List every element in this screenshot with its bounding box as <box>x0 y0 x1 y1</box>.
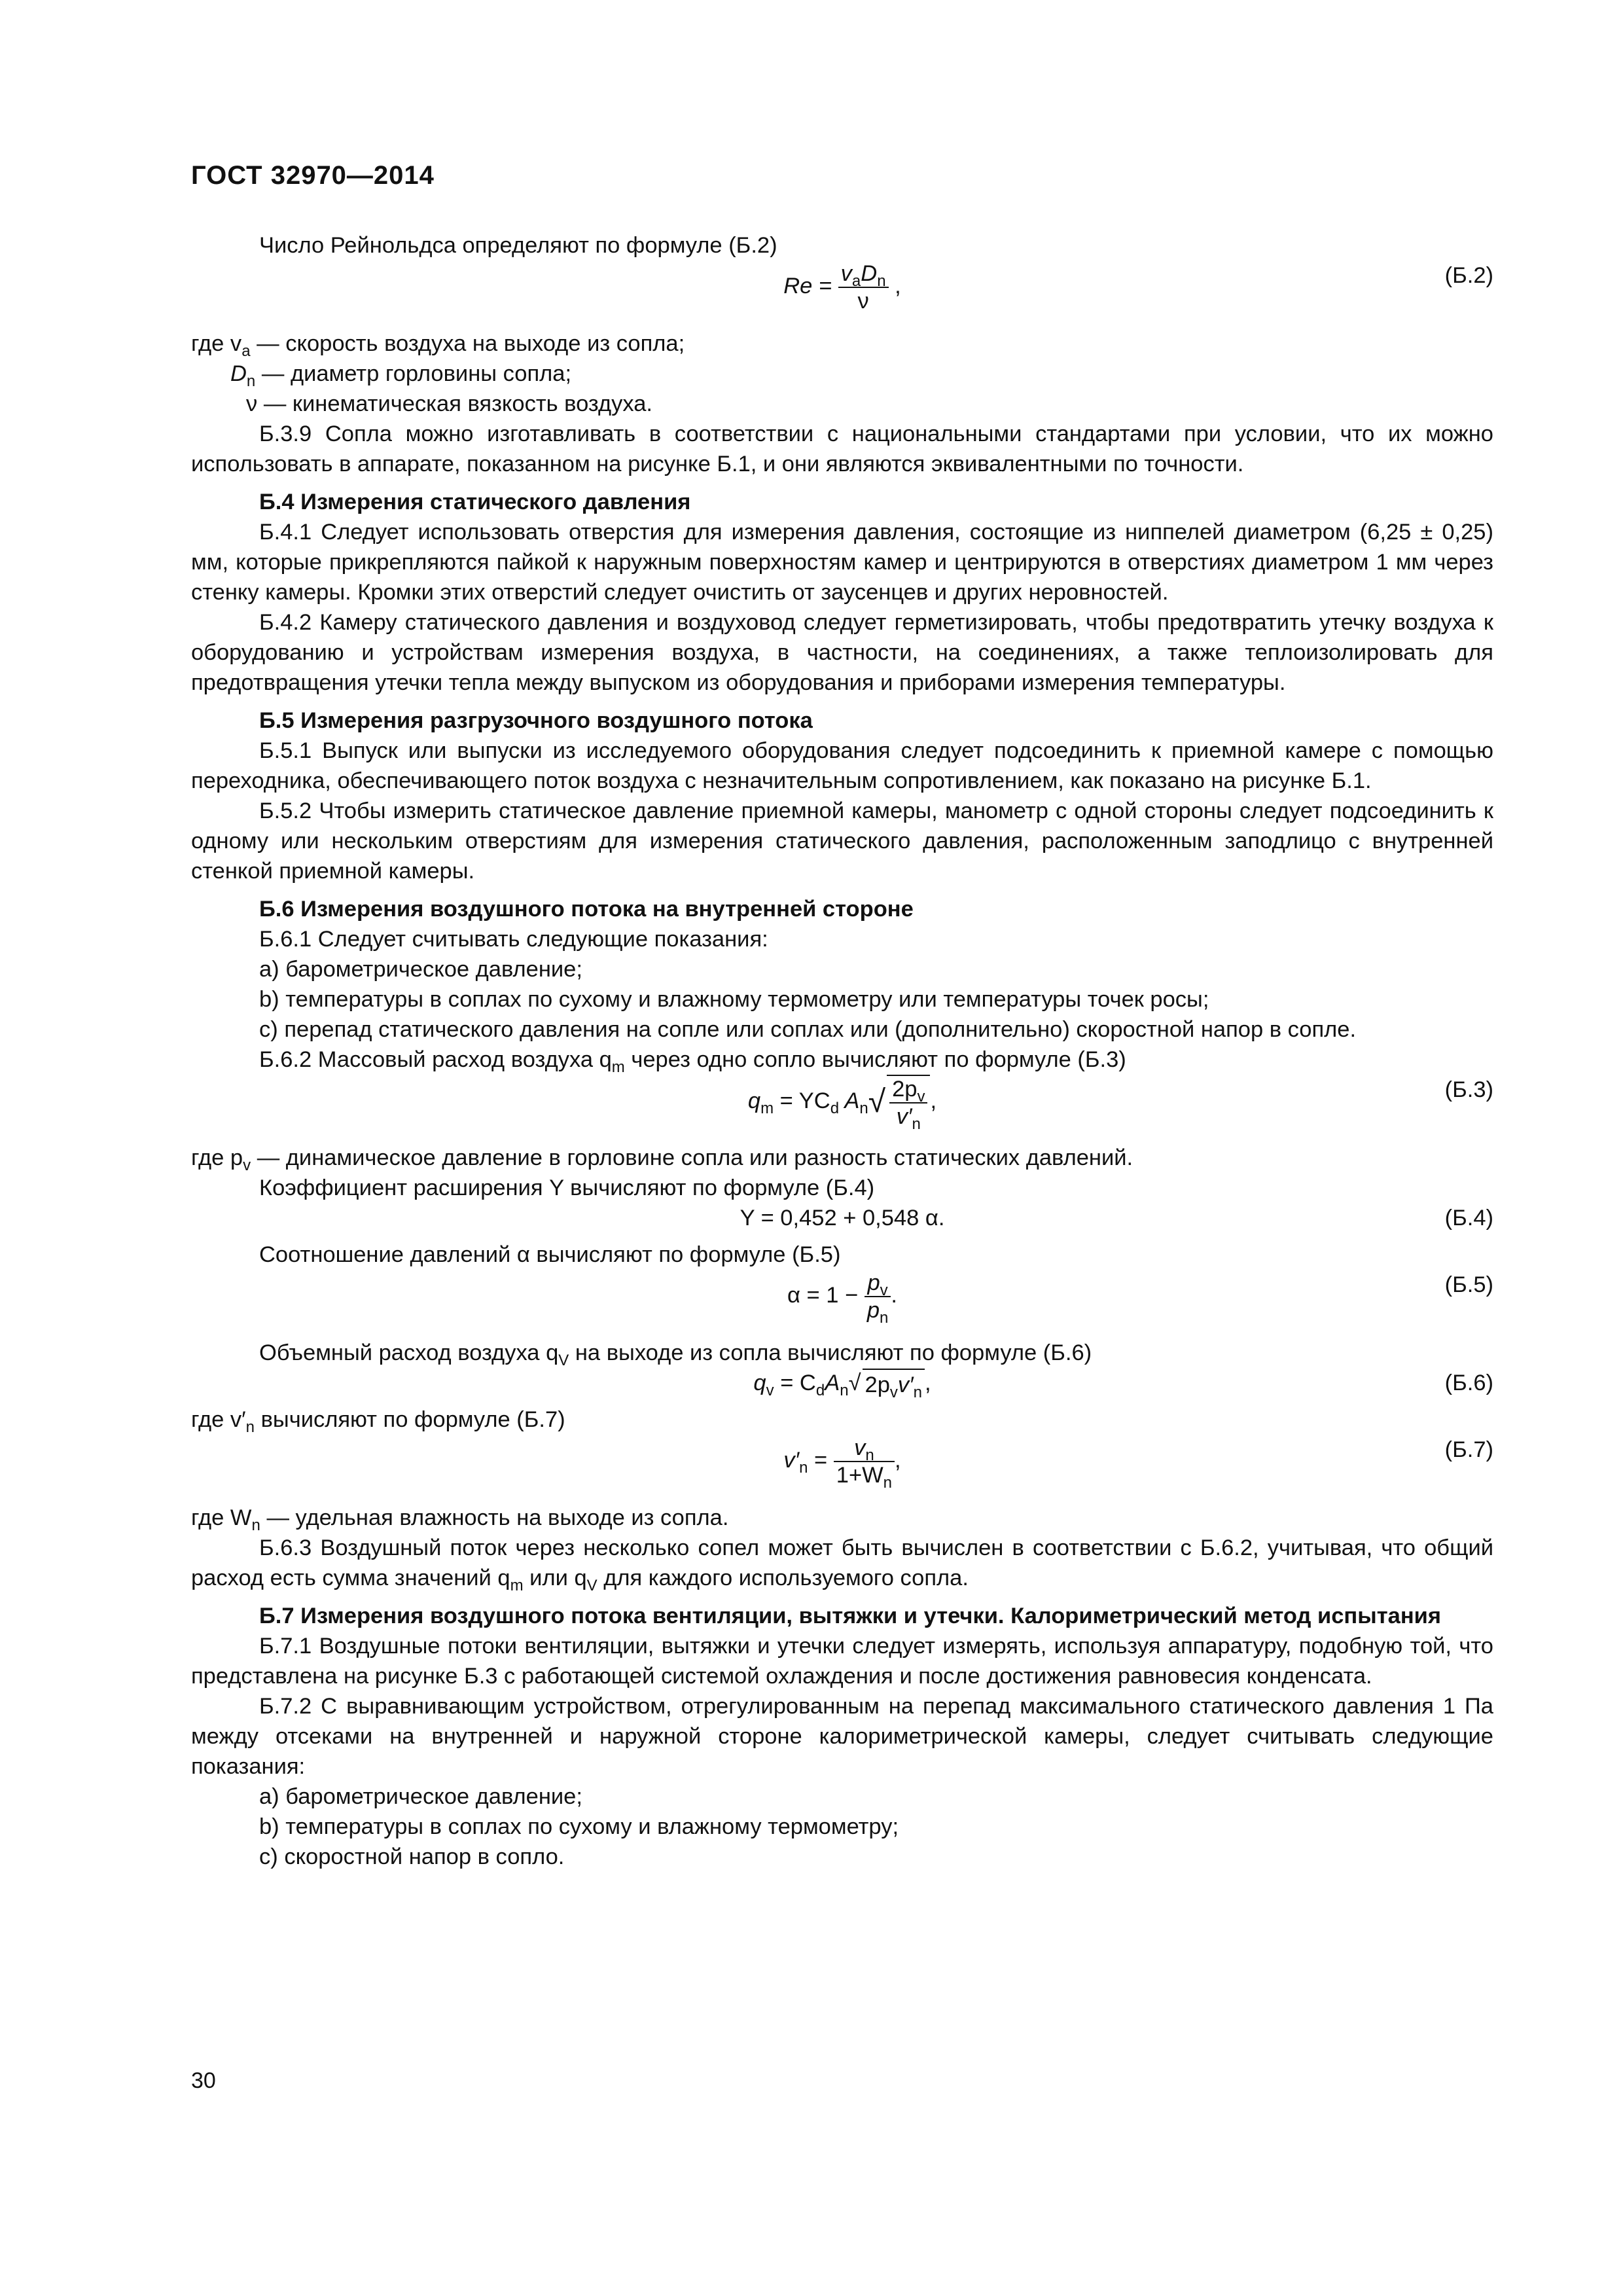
paragraph: Б.5.1 Выпуск или выпуски из исследуемого оборудования следует подсоединить к приемной камере с помощью переходника, обеспечивающего поток воздуха с незначительным сопротивлением, как показано на рисунке Б.1. <box>191 738 1493 793</box>
list-item: b) температуры в соплах по сухому и влажному термометру; <box>259 1814 899 1839</box>
equation-b7: $v'_n$ = $\frac{v_n}{1+W_n}$ , (Б.7) <box>783 1435 1493 1492</box>
section-heading: Б.5 Измерения разгрузочного воздушного потока <box>259 708 813 733</box>
paragraph: Б.3.9 Сопла можно изготавливать в соответствии с национальными стандартами при условии, что их можно использовать в аппарате, показанном на рисунке Б.1, и они являются эквивалентными по точности. <box>191 422 1493 476</box>
list-item: a) барометрическое давление; <box>259 1784 582 1809</box>
equation-number: (Б.6) <box>1444 1371 1493 1395</box>
section-heading: Б.6 Измерения воздушного потока на внутренней стороне <box>259 897 914 922</box>
where-line: где $v'_n$ вычисляют по формуле (Б.7) <box>191 1407 565 1436</box>
equation-b4: Y = 0,452 + 0,548 α. (Б.4) <box>191 1203 1493 1240</box>
list-item: c) перепад статического давления на сопле или соплах или (дополнительно) скоростной напор в сопле. <box>259 1017 1357 1042</box>
page-number: 30 <box>191 2068 216 2093</box>
paragraph: Б.6.1 Следует считывать следующие показания: <box>259 927 768 952</box>
paragraph: Б.4.1 Следует использовать отверстия для измерения давления, состоящие из ниппелей диаметром (6,25 ± 0,25) мм, которые прикрепляются пайкой к наружным поверхностям камер и центрируются в отверстиях диаметром 1 мм через стенку камеры. Кромки этих отверстий следует очистить от заусенцев и других неровностей. <box>191 520 1493 605</box>
paragraph: Б.6.2 Массовый расход воздуха $q_m$ через одно сопло вычисляют по формуле (Б.3) <box>259 1047 1126 1076</box>
list-item: a) барометрическое давление; <box>259 957 582 982</box>
where-line: где $v_a$ — скорость воздуха на выходе из сопла; <box>191 331 685 360</box>
equation-b3: $q_m = YC_d$ $A_n√$ $\frac{2p_v}{v'_n}$ , (Б.3) <box>191 1075 1493 1143</box>
paragraph: Коэффициент расширения Y вычисляют по формуле (Б.4) <box>259 1175 875 1200</box>
equation-number: (Б.7) <box>1444 1437 1493 1462</box>
equation-number: (Б.3) <box>1444 1077 1493 1102</box>
paragraph: Соотношение давлений α вычисляют по формуле (Б.5) <box>259 1242 841 1267</box>
section-heading: Б.4 Измерения статического давления <box>259 490 691 514</box>
paragraph: Б.6.3 Воздушный поток через несколько сопел может быть вычислен в соответствии с Б.6.2, учитывая, что общий расход есть сумма значений $q_m$ или $q_V$ для каждого используемого сопла. <box>191 1535 1493 1594</box>
paragraph: Объемный расход воздуха $q_V$ на выходе из сопла вычисляют по формуле (Б.6) <box>259 1340 1092 1369</box>
equation-number: (Б.2) <box>1444 263 1493 288</box>
paragraph: Б.7.2 С выравнивающим устройством, отрегулированным на перепад максимального статического давления 1 Па между отсеками на внутренней и наружной стороне калориметрической камеры, следует считывать следующие показания: <box>191 1694 1493 1779</box>
equation-b5: α = 1 − $\frac{p_v}{p_n}$ . (Б.5) <box>787 1270 1493 1327</box>
paragraph: Б.5.2 Чтобы измерить статическое давление приемной камеры, манометр с одной стороны следует подсоединить к одному или нескольким отверстиям для измерения статического давления, расположенным заподлицо с внутренней стенкой приемной камеры. <box>191 798 1493 884</box>
paragraph: Б.7.1 Воздушные потоки вентиляции, вытяжки и утечки следует измерять, используя аппаратуру, подобную той, что представлена на рисунке Б.3 с работающей системой охлаждения и после достижения равновесия конденсата. <box>191 1634 1493 1689</box>
paragraph: Число Рейнольдса определяют по формуле (Б.2) <box>259 233 777 258</box>
page-content <box>191 230 1493 1872</box>
equation-number: (Б.5) <box>1444 1272 1493 1297</box>
list-item: c) скоростной напор в сопло. <box>259 1844 565 1869</box>
equation-b2: Re = $\frac{v_aD_n}{\nu}$ , (Б.2) <box>783 261 1493 314</box>
where-line: ν — кинематическая вязкость воздуха. <box>246 391 652 416</box>
page-header: ГОСТ 32970—2014 <box>191 161 435 190</box>
section-heading: Б.7 Измерения воздушного потока вентиляции, вытяжки и утечки. Калориметрический метод испытания <box>259 1604 1441 1628</box>
where-line: где $W_n$ — удельная влажность на выходе из сопла. <box>191 1505 729 1534</box>
list-item: b) температуры в соплах по сухому и влажному термометру или температуры точек росы; <box>259 987 1209 1012</box>
paragraph: Б.4.2 Камеру статического давления и воздуховод следует герметизировать, чтобы предотвратить утечку воздуха к оборудованию и устройствам измерения воздуха, в частности, на соединениях, а также теплоизолировать для предотвращения утечки тепла между выпуском из оборудования и приборами измерения температуры. <box>191 610 1493 695</box>
where-line: $D_n$ — диаметр горловины сопла; <box>230 361 572 390</box>
where-line: где $p_v$ — динамическое давление в горловине сопла или разность статических давлений. <box>191 1145 1133 1174</box>
equation-b6: $q_v = C_dA_n√$ $2p_vv'_n$ , (Б.6) <box>191 1368 1493 1405</box>
equation-number: (Б.4) <box>1444 1206 1493 1230</box>
